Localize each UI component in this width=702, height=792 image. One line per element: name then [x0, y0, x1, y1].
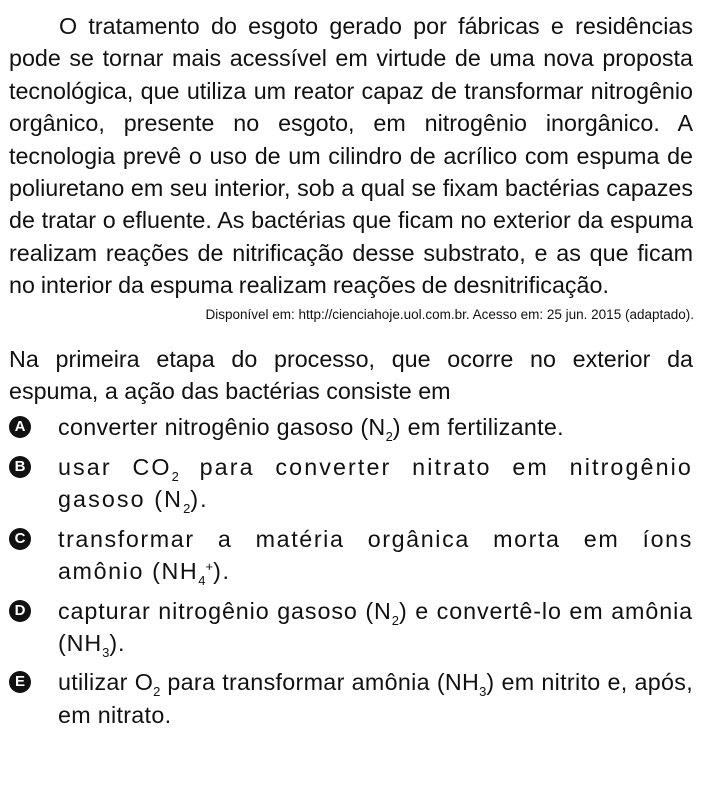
option-text: transformar a matéria orgânica morta em íons amônio $(NH_4^+)$. — [58, 525, 693, 589]
answer-options — [9, 411, 693, 731]
option-letter-badge: D — [9, 600, 31, 622]
option-d[interactable] — [9, 595, 693, 660]
option-a[interactable] — [9, 411, 693, 443]
option-e[interactable] — [9, 666, 693, 731]
passage-text: O tratamento do esgoto gerado por fábricas e residências pode se tornar mais acessível em virtude de uma nova proposta tecnológica, que utiliza um reator capaz de transformar nitrogênio orgânico, presente no esgoto, em nitrogênio inorgânico. A tecnologia prevê o uso de um cilindro de acrílico com espuma de poliuretano em seu interior, sob a qual se fixam bactérias capazes de tratar o efluente. As bactérias que ficam no exterior da espuma realizam reações de nitrificação desse substrato, e as que ficam no interior da espuma realizam reações de desnitrificação. — [9, 13, 693, 299]
option-text: capturar nitrogênio gasoso $(N_2)$ e convertê-lo em amônia $(NH_3)$. — [58, 597, 694, 660]
option-letter-badge: E — [9, 671, 31, 693]
option-text: converter nitrogênio gasoso $(N_2)$ em fertilizante. — [58, 414, 564, 445]
source-citation: Disponível em: http://cienciahoje.uol.com.br. Acesso em: 25 jun. 2015 (adaptado). — [205, 306, 694, 322]
option-text: utilizar $O_2$ para transformar amônia $(NH_3)$ em nitrito e, após, em nitrato. — [58, 669, 694, 728]
option-letter-badge: B — [9, 456, 31, 478]
option-text: usar $CO_2$ para converter nitrato em nitrogênio gasoso $(N_2)$. — [58, 453, 693, 517]
question-page — [9, 10, 693, 738]
option-letter-badge: A — [9, 416, 31, 438]
option-b[interactable] — [9, 451, 693, 516]
option-c[interactable] — [9, 523, 693, 588]
option-letter-badge: C — [9, 528, 31, 550]
passage — [9, 10, 693, 325]
question-stem: Na primeira etapa do processo, que ocorre no exterior da espuma, a ação das bactérias consiste em — [9, 345, 693, 405]
